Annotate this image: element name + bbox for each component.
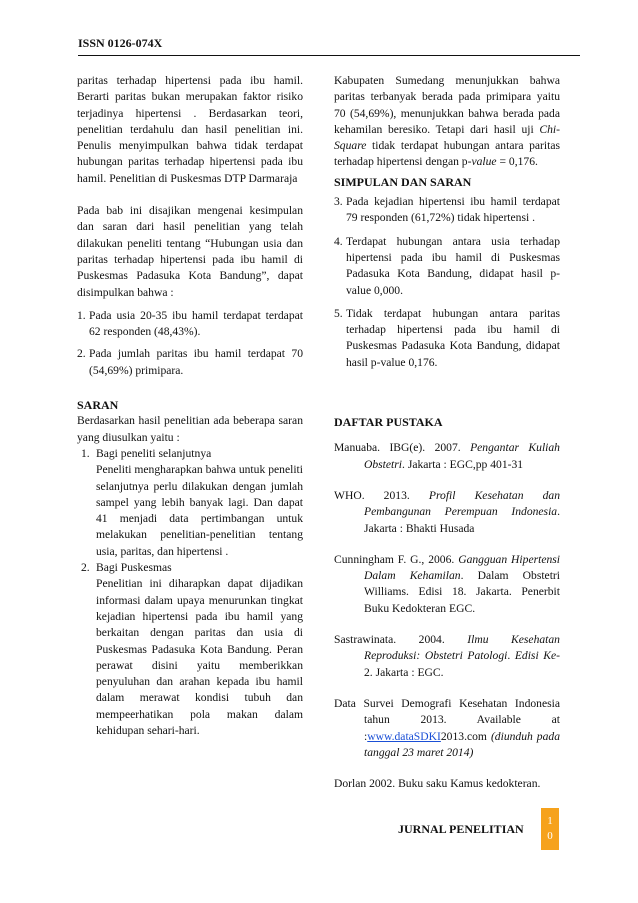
page-number-box	[541, 808, 559, 850]
saran-title: Bagi peneliti selanjutnya	[96, 446, 212, 460]
summary-paragraph: Pada bab ini disajikan mengenai kesimpulan dan saran dari hasil penelitian yang telah dilakukan peneliti tentang “Hubungan usia dan paritas terhadap hipertensi pada ibu hamil di Puskesmas Padasuka Kota Bandung”, dapat disimpulkan bahwa :	[77, 204, 303, 299]
reference-item: Dorlan 2002. Buku saku Kamus kedokteran.	[334, 777, 541, 791]
daftar-pustaka-heading: DAFTAR PUSTAKA	[334, 415, 443, 430]
saran-text: Peneliti mengharapkan bahwa untuk peneliti selanjutnya perlu dilakukan dengan jumlah sampel yang lebih banyak lagi. Dan dapat 41 menjadi data pertimbangan untuk melakukan penelitian-penelitian tentang usia, paritas, dan hipertensi .	[96, 463, 303, 558]
saran-title: Bagi Puskesmas	[96, 561, 172, 575]
reference-item: WHO. 2013. Profil Kesehatan dan Pembangunan Perempuan Indonesia. Jakarta : Bhakti Husada	[334, 488, 560, 535]
conclusion-number: 2.	[77, 347, 86, 361]
conclusion-item-3	[334, 194, 560, 227]
conclusion-list-right	[334, 194, 560, 371]
conclusion-text: Tidak terdapat hubungan antara paritas terhadap hipertensi pada ibu hamil di Puskesmas Padasuka Kota Bandung, didapat hasil p-value 0,176.	[346, 306, 560, 369]
reference-item: Manuaba. IBG(e). 2007. Pengantar Kuliah Obstetri. Jakarta : EGC,pp 401-31	[334, 441, 560, 471]
reference-item: Cunningham F. G., 2006. Gangguan Hipertensi Dalam Kehamilan. Dalam Obstetri Williams. Edisi 18. Jakarta. Penerbit Buku Kedokteran EGC.	[334, 552, 561, 615]
conclusion-item-4	[334, 234, 560, 299]
conclusion-text: Pada jumlah paritas ibu hamil terdapat 70 (54,69%) primipara.	[89, 347, 303, 377]
reference-list	[334, 440, 560, 792]
issn-label: ISSN 0126-074X	[78, 36, 163, 50]
conclusion-number: 3.	[334, 195, 343, 209]
right-intro-paragraph: Kabupaten Sumedang menunjukkan bahwa paritas terbanyak berada pada primipara yaitu 70 (54,69%), menunjukkan bahwa berada pada kehamilan beresiko. Tetapi dari hasil uji Chi-Square tidak terdapat hubungan antara paritas terhadap hipertensi dengan p-value = 0,176.	[334, 74, 560, 169]
page-number-top: 1	[547, 815, 553, 827]
saran-intro: Berdasarkan hasil penelitian ada beberapa saran yang diusulkan yaitu :	[77, 414, 303, 444]
chi-square-term: Chi-Square	[334, 122, 560, 153]
conclusion-item-2	[77, 346, 303, 379]
conclusion-list-left	[77, 308, 303, 379]
reference-item: Sastrawinata. 2004. Ilmu Kesehatan Reproduksi: Obstetri Patologi. Edisi Ke-2. Jakarta : EGC.	[334, 633, 560, 679]
saran-item-1	[81, 446, 303, 560]
left-intro-paragraph: paritas terhadap hipertensi pada ibu hamil. Berarti paritas bukan merupakan faktor risiko terjadinya hipertensi . Berdasarkan teori, penelitian terdahulu dan hasil penelitian ini. Penulis menyimpulkan bahwa tidak terdapat hubungan paritas terhadap hipertensi pada ibu hamil. Penelitian di Puskesmas DTP Darmaraja	[77, 74, 303, 185]
conclusion-text: Pada usia 20-35 ibu hamil terdapat terdapat 62 responden (48,43%).	[89, 308, 303, 339]
page-number-bottom: 0	[547, 830, 553, 842]
saran-text: Penelitian ini diharapkan dapat dijadikan informasi dalam upaya menurunkan tingkat kejadian hipertensi pada ibu hamil yang berkaitan dengan paritas dan usia di Puskesmas Padasuka Kota Bandung. Peran perawat disini yaitu memberikkan penyuluhan dan arahan kepada ibu hamil dalam merawat kondisi tubuh dan mempeerhatikan pola makan dalam kehidupan sehari-hari.	[96, 577, 303, 737]
simpulan-heading: SIMPULAN DAN SARAN	[334, 174, 472, 189]
saran-number: 2.	[81, 561, 90, 575]
saran-heading: SARAN	[77, 398, 119, 413]
header-rule	[78, 55, 580, 56]
conclusion-number: 5.	[334, 306, 343, 320]
left-column	[77, 73, 303, 739]
conclusion-number: 4.	[334, 234, 343, 248]
conclusion-text: Terdapat hubungan antara usia terhadap hipertensi pada ibu hamil di Puskesmas Padasuka Kota Bandung, didapat hasil p-value 0,000.	[346, 234, 560, 297]
sdki-link[interactable]: www.dataSDKI	[367, 729, 441, 743]
conclusion-item-5	[334, 306, 560, 371]
conclusion-text: Pada kejadian hipertensi ibu hamil terdapat 79 responden (61,72%) tidak hipertensi .	[346, 195, 560, 225]
conclusion-item-1	[77, 308, 303, 341]
saran-number: 1.	[81, 446, 90, 460]
right-column	[334, 73, 560, 792]
conclusion-number: 1.	[77, 308, 86, 322]
saran-item-2	[81, 560, 303, 739]
reference-item: Data Survei Demografi Kesehatan Indonesia tahun 2013. Available at :www.dataSDKI2013.com (diunduh pada tanggal 23 maret 2014)	[334, 696, 560, 759]
journal-footer: JURNAL PENELITIAN	[398, 822, 524, 836]
